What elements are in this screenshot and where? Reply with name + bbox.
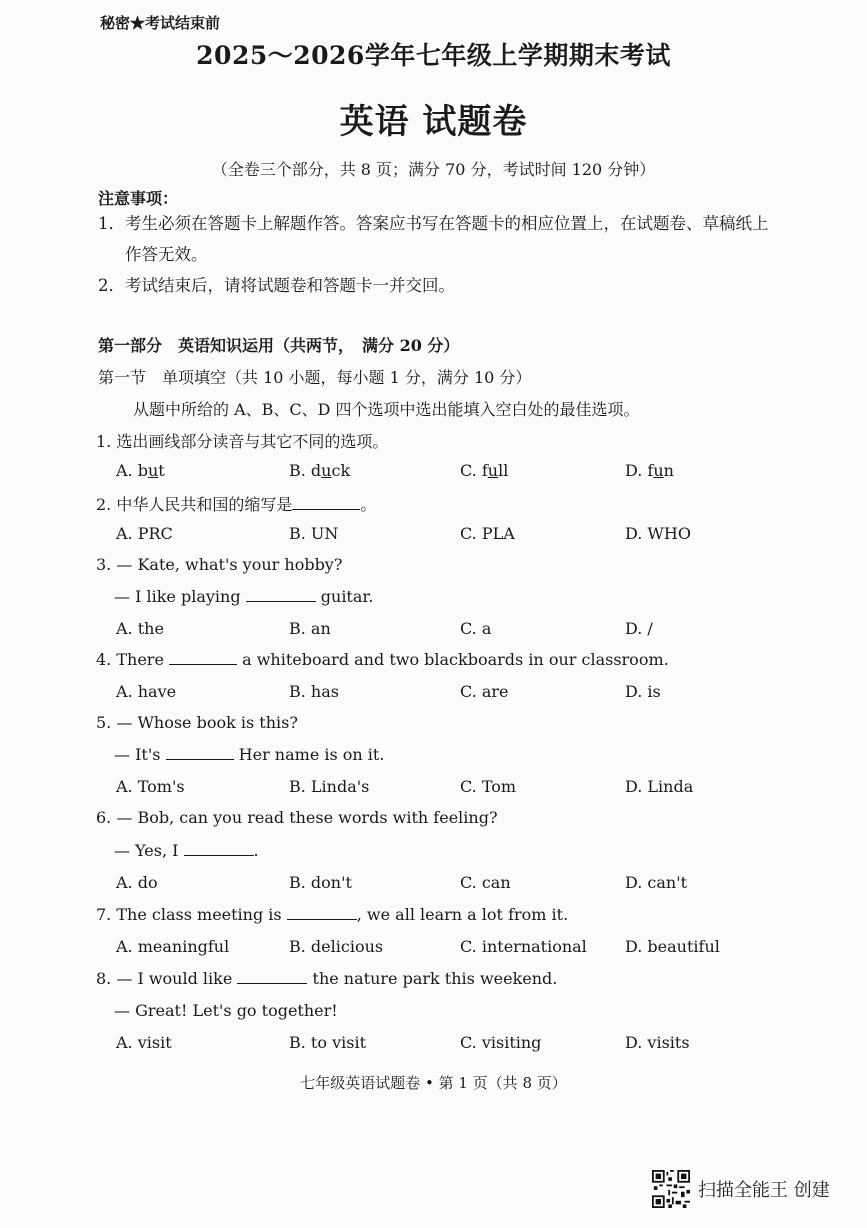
answer-blank (292, 495, 360, 510)
question-7: 7. The class meeting is , we all learn a lot from it. (96, 905, 569, 924)
option-d[interactable]: D. fun (625, 461, 674, 480)
option-a[interactable]: A. meaningful (116, 937, 230, 956)
question-5: 5. — Whose book is this? (96, 713, 298, 732)
option-c[interactable]: C. visiting (460, 1033, 542, 1052)
confidential-label: 秘密★考试结束前 (100, 14, 221, 32)
exam-info: （全卷三个部分，共 8 页；满分 70 分，考试时间 120 分钟） (211, 160, 656, 179)
option-c[interactable]: C. are (460, 682, 509, 701)
option-a[interactable]: A. have (116, 682, 177, 701)
question-4: 4. There a whiteboard and two blackboards in our classroom. (96, 650, 669, 669)
answer-blank (166, 745, 234, 760)
option-c[interactable]: C. a (460, 619, 492, 638)
question-5-line-2: — It's Her name is on it. (114, 745, 385, 764)
exam-title: 2025～2026学年七年级上学期期末考试 (196, 41, 671, 70)
page-footer: 七年级英语试题卷 • 第 1 页（共 8 页） (300, 1074, 567, 1092)
notice-item-1: 1．考生必须在答题卡上解题作答。答案应书写在答题卡的相应位置上，在试题卷、草稿纸上 作答无效。 (98, 214, 769, 264)
option-c[interactable]: C. full (460, 461, 509, 480)
notice-heading: 注意事项： (98, 189, 179, 208)
option-b[interactable]: B. delicious (289, 937, 384, 956)
scanner-label: 扫描全能王 创建 (698, 1180, 830, 1201)
answer-blank (169, 650, 237, 665)
question-6-line-2: — Yes, I . (114, 841, 259, 860)
option-d[interactable]: D. beautiful (625, 937, 720, 956)
scanner-watermark (652, 1170, 830, 1208)
part-heading: 第一部分 英语知识运用（共两节， 满分 20 分） (98, 336, 460, 355)
answer-blank (237, 969, 307, 984)
answer-blank (246, 587, 316, 602)
answer-blank (184, 841, 254, 856)
option-c[interactable]: C. Tom (460, 777, 517, 796)
option-b[interactable]: B. to visit (289, 1033, 366, 1052)
option-d[interactable]: D. WHO (625, 524, 691, 543)
answer-blank (287, 905, 357, 920)
question-8-line-2: — Great! Let's go together! (114, 1001, 338, 1020)
option-a[interactable]: A. PRC (116, 524, 173, 543)
option-b[interactable]: B. an (289, 619, 331, 638)
question-8: 8. — I would like the nature park this weekend. (96, 969, 558, 988)
option-d[interactable]: D. / (625, 619, 653, 638)
option-b[interactable]: B. Linda's (289, 777, 370, 796)
section-instruction: 从题中所给的 A、B、C、D 四个选项中选出能填入空白处的最佳选项。 (133, 400, 640, 419)
section-heading: 第一节 单项填空（共 10 小题，每小题 1 分，满分 10 分） (98, 368, 532, 387)
question-2: 2. 中华人民共和国的缩写是 。 (96, 495, 377, 514)
option-b[interactable]: B. duck (289, 461, 351, 480)
option-a[interactable]: A. visit (116, 1033, 172, 1052)
option-d[interactable]: D. can't (625, 873, 688, 892)
option-a[interactable]: A. Tom's (116, 777, 185, 796)
qr-code-icon (652, 1170, 690, 1208)
subject-title: 英语 试题卷 (339, 102, 528, 142)
question-3-line-2: — I like playing guitar. (114, 587, 374, 606)
question-3: 3. — Kate, what's your hobby? (96, 555, 343, 574)
option-a[interactable]: A. but (116, 461, 165, 480)
option-d[interactable]: D. is (625, 682, 661, 701)
option-d[interactable]: D. visits (625, 1033, 690, 1052)
option-b[interactable]: B. don't (289, 873, 352, 892)
option-c[interactable]: C. can (460, 873, 511, 892)
option-a[interactable]: A. the (116, 619, 164, 638)
option-d[interactable]: D. Linda (625, 777, 694, 796)
question-6: 6. — Bob, can you read these words with feeling? (96, 808, 498, 827)
option-c[interactable]: C. international (460, 937, 587, 956)
option-b[interactable]: B. UN (289, 524, 339, 543)
question-1: 1. 选出画线部分读音与其它不同的选项。 (96, 432, 389, 451)
notice-item-2: 2．考试结束后，请将试题卷和答题卡一并交回。 (98, 276, 455, 295)
option-c[interactable]: C. PLA (460, 524, 515, 543)
option-b[interactable]: B. has (289, 682, 339, 701)
option-a[interactable]: A. do (116, 873, 158, 892)
